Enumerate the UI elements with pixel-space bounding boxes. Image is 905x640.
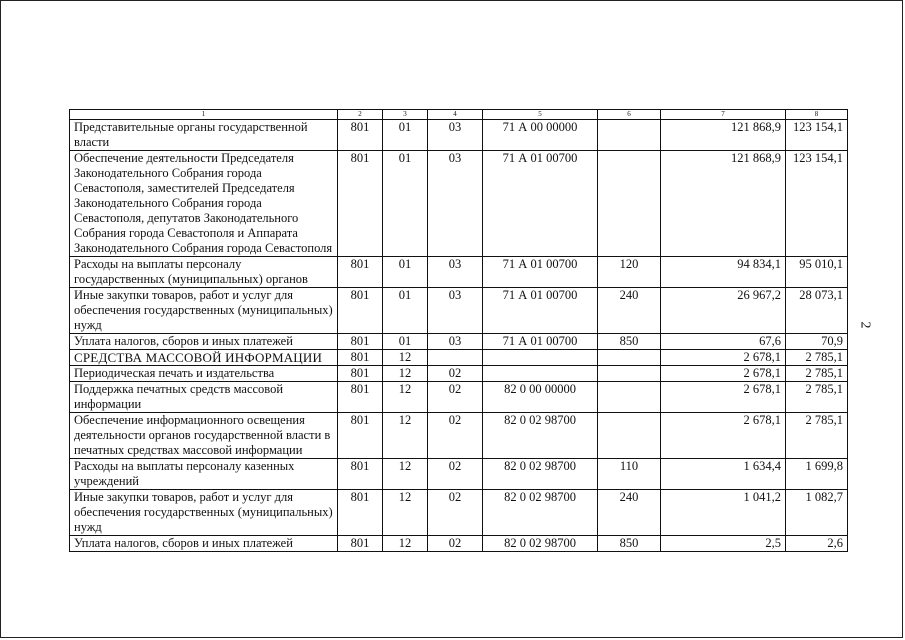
cell-expense-type: 110 xyxy=(598,459,661,490)
cell-section: 12 xyxy=(383,366,428,382)
table-row xyxy=(70,382,848,413)
cell-subsection: 03 xyxy=(428,120,483,151)
cell-section: 01 xyxy=(383,257,428,288)
cell-target-code: 71 А 00 00000 xyxy=(483,120,598,151)
cell-amount-1: 1 041,2 xyxy=(661,490,786,536)
cell-expense-type: 850 xyxy=(598,536,661,552)
cell-amount-2: 1 699,8 xyxy=(786,459,848,490)
cell-amount-2: 28 073,1 xyxy=(786,288,848,334)
cell-target-code xyxy=(483,366,598,382)
cell-expense-type: 120 xyxy=(598,257,661,288)
cell-ministry: 801 xyxy=(338,413,383,459)
cell-amount-1: 2 678,1 xyxy=(661,413,786,459)
page-number: 2 xyxy=(857,321,873,329)
cell-subsection: 02 xyxy=(428,366,483,382)
table-row xyxy=(70,120,848,151)
column-number-row xyxy=(70,110,848,120)
cell-section: 01 xyxy=(383,288,428,334)
column-number: 1 xyxy=(70,110,338,120)
cell-amount-1: 67,6 xyxy=(661,334,786,350)
table-row xyxy=(70,350,848,366)
cell-amount-2: 95 010,1 xyxy=(786,257,848,288)
table-row xyxy=(70,459,848,490)
row-name: Поддержка печатных средств массовой информации xyxy=(70,382,338,413)
cell-section: 01 xyxy=(383,120,428,151)
table-row xyxy=(70,536,848,552)
row-name: Уплата налогов, сборов и иных платежей xyxy=(70,334,338,350)
cell-subsection: 02 xyxy=(428,459,483,490)
cell-amount-2: 2 785,1 xyxy=(786,350,848,366)
row-name: Расходы на выплаты персоналу казенных учреждений xyxy=(70,459,338,490)
cell-ministry: 801 xyxy=(338,151,383,257)
cell-amount-1: 121 868,9 xyxy=(661,151,786,257)
row-name: Обеспечение деятельности Председателя Законодательного Собрания города Севастополя, заместителей Председателя Законодательного Собрания города Севастополя, депутатов Законодательного Собрания города Севастополя и Аппарата Законодательного Собрания города Севастополя xyxy=(70,151,338,257)
cell-amount-1: 94 834,1 xyxy=(661,257,786,288)
cell-amount-1: 2,5 xyxy=(661,536,786,552)
cell-amount-1: 2 678,1 xyxy=(661,366,786,382)
cell-expense-type xyxy=(598,382,661,413)
cell-amount-1: 2 678,1 xyxy=(661,350,786,366)
cell-ministry: 801 xyxy=(338,536,383,552)
cell-amount-1: 26 967,2 xyxy=(661,288,786,334)
cell-amount-2: 70,9 xyxy=(786,334,848,350)
table-row xyxy=(70,151,848,257)
cell-target-code: 82 0 02 98700 xyxy=(483,459,598,490)
cell-ministry: 801 xyxy=(338,120,383,151)
cell-target-code: 82 0 02 98700 xyxy=(483,413,598,459)
cell-amount-2: 2,6 xyxy=(786,536,848,552)
cell-section: 12 xyxy=(383,382,428,413)
table-row xyxy=(70,334,848,350)
cell-ministry: 801 xyxy=(338,288,383,334)
column-number: 4 xyxy=(428,110,483,120)
cell-amount-1: 1 634,4 xyxy=(661,459,786,490)
cell-target-code: 82 0 02 98700 xyxy=(483,536,598,552)
cell-target-code: 82 0 02 98700 xyxy=(483,490,598,536)
cell-amount-1: 2 678,1 xyxy=(661,382,786,413)
cell-subsection: 03 xyxy=(428,257,483,288)
cell-expense-type xyxy=(598,120,661,151)
cell-expense-type: 240 xyxy=(598,490,661,536)
cell-amount-2: 123 154,1 xyxy=(786,120,848,151)
cell-section: 01 xyxy=(383,151,428,257)
cell-ministry: 801 xyxy=(338,459,383,490)
cell-target-code: 82 0 00 00000 xyxy=(483,382,598,413)
cell-expense-type: 850 xyxy=(598,334,661,350)
cell-ministry: 801 xyxy=(338,350,383,366)
cell-expense-type xyxy=(598,366,661,382)
cell-subsection: 03 xyxy=(428,288,483,334)
cell-section: 12 xyxy=(383,536,428,552)
cell-expense-type xyxy=(598,151,661,257)
row-name: Представительные органы государственной власти xyxy=(70,120,338,151)
cell-target-code: 71 А 01 00700 xyxy=(483,288,598,334)
column-number: 5 xyxy=(483,110,598,120)
row-name: Расходы на выплаты персоналу государственных (муниципальных) органов xyxy=(70,257,338,288)
column-number: 6 xyxy=(598,110,661,120)
cell-section: 12 xyxy=(383,459,428,490)
cell-expense-type xyxy=(598,350,661,366)
cell-subsection: 03 xyxy=(428,334,483,350)
cell-target-code: 71 А 01 00700 xyxy=(483,334,598,350)
cell-expense-type: 240 xyxy=(598,288,661,334)
row-name: Иные закупки товаров, работ и услуг для обеспечения государственных (муниципальных) нужд xyxy=(70,490,338,536)
row-name: Уплата налогов, сборов и иных платежей xyxy=(70,536,338,552)
cell-subsection: 02 xyxy=(428,490,483,536)
cell-section: 12 xyxy=(383,350,428,366)
cell-amount-1: 121 868,9 xyxy=(661,120,786,151)
cell-subsection: 02 xyxy=(428,536,483,552)
cell-amount-2: 2 785,1 xyxy=(786,366,848,382)
cell-subsection: 03 xyxy=(428,151,483,257)
row-name: Периодическая печать и издательства xyxy=(70,366,338,382)
column-number: 7 xyxy=(661,110,786,120)
cell-ministry: 801 xyxy=(338,334,383,350)
budget-table-container xyxy=(69,109,848,552)
table-row xyxy=(70,366,848,382)
cell-subsection: 02 xyxy=(428,382,483,413)
cell-section: 01 xyxy=(383,334,428,350)
column-number: 8 xyxy=(786,110,848,120)
cell-expense-type xyxy=(598,413,661,459)
table-row xyxy=(70,413,848,459)
column-number: 2 xyxy=(338,110,383,120)
cell-target-code xyxy=(483,350,598,366)
table-row xyxy=(70,288,848,334)
row-name: Обеспечение информационного освещения деятельности органов государственной власти в печатных средствах массовой информации xyxy=(70,413,338,459)
table-row xyxy=(70,257,848,288)
column-number: 3 xyxy=(383,110,428,120)
table-row xyxy=(70,490,848,536)
cell-amount-2: 123 154,1 xyxy=(786,151,848,257)
row-name: Иные закупки товаров, работ и услуг для обеспечения государственных (муниципальных) нужд xyxy=(70,288,338,334)
cell-amount-2: 2 785,1 xyxy=(786,413,848,459)
cell-subsection xyxy=(428,350,483,366)
cell-subsection: 02 xyxy=(428,413,483,459)
cell-ministry: 801 xyxy=(338,366,383,382)
cell-ministry: 801 xyxy=(338,490,383,536)
cell-target-code: 71 А 01 00700 xyxy=(483,257,598,288)
cell-ministry: 801 xyxy=(338,257,383,288)
row-name: СРЕДСТВА МАССОВОЙ ИНФОРМАЦИИ xyxy=(70,350,338,366)
cell-target-code: 71 А 01 00700 xyxy=(483,151,598,257)
cell-section: 12 xyxy=(383,413,428,459)
cell-amount-2: 1 082,7 xyxy=(786,490,848,536)
budget-table xyxy=(69,109,848,552)
cell-ministry: 801 xyxy=(338,382,383,413)
cell-amount-2: 2 785,1 xyxy=(786,382,848,413)
cell-section: 12 xyxy=(383,490,428,536)
